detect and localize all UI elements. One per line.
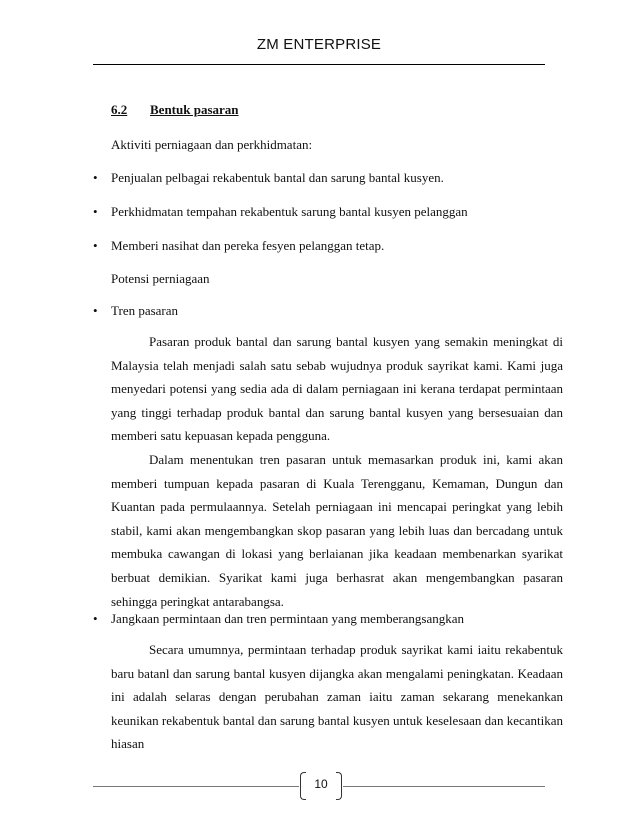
- bullet-icon: •: [93, 303, 98, 318]
- list-item-jangkaan: Jangkaan permintaan dan tren permintaan yang memberangsangkan: [111, 611, 465, 626]
- footer-rule-right: [343, 786, 545, 787]
- section-number: 6.2: [111, 102, 128, 117]
- footer-rule-left: [93, 786, 299, 787]
- bullet-icon: •: [93, 170, 98, 185]
- section-title: Bentuk pasaran: [150, 102, 239, 117]
- list-item: Perkhidmatan tempahan rekabentuk sarung bantal kusyen pelanggan: [111, 204, 468, 219]
- list-item: Penjualan pelbagai rekabentuk bantal dan sarung bantal kusyen.: [111, 170, 444, 185]
- bullet-icon: •: [93, 611, 98, 626]
- header-title: ZM ENTERPRISE: [256, 36, 382, 53]
- potensi-label: Potensi perniagaan: [111, 271, 210, 286]
- list-item-tren: Tren pasaran: [111, 303, 179, 318]
- paragraph-3: Secara umumnya, permintaan terhadap produk sayrikat kami iaitu rekabentuk baru batanl dan sarung bantal kusyen dijangka akan mengalami peningkatan. Keadaan ini adalah selaras dengan perubahan zaman iaitu zaman sekarang menekankan keunikan rekabentuk bantal dan sarung bantal kusyen untuk keselesaan dan kecantikan hiasan: [111, 642, 563, 752]
- section-heading: [111, 102, 239, 118]
- paragraph-1: Pasaran produk bantal dan sarung bantal kusyen yang semakin meningkat di Malaysia telah menjadi salah satu sebab wujudnya produk sayrikat kami. Kami juga menyedari potensi yang sedia ada di dalam perniagaan ini kerana terdapat permintaan yang tinggi terhadap produk bantal dan sarung bantal kusyen yang bersesuaian dan memberi satu kepuasan kepada pengguna.: [111, 334, 563, 444]
- intro-text: Aktiviti perniagaan dan perkhidmatan:: [111, 137, 313, 152]
- list-item: Memberi nasihat dan pereka fesyen pelanggan tetap.: [111, 238, 385, 253]
- bullet-icon: •: [93, 204, 98, 219]
- bullet-icon: •: [93, 238, 98, 253]
- header-rule: [93, 64, 545, 65]
- page-number: 10: [314, 777, 328, 791]
- page-number-box: [300, 772, 342, 800]
- paragraph-2: Dalam menentukan tren pasaran untuk memasarkan produk ini, kami akan memberi tumpuan kepada pasaran di Kuala Terengganu, Kemaman, Dungun dan Kuantan pada permulaannya. Setelah perniagaan ini mencapai peringkat yang lebih stabil, kami akan mengembangkan skop pasaran yang lebih luas dan bercadang untuk membuka cawangan di lokasi yang berlaianan jika keadaan membenarkan syarikat berbuat demikian. Syarikat kami juga berhasrat akan mengembangkan pasaran sehingga peringkat antarabangsa.: [111, 452, 563, 609]
